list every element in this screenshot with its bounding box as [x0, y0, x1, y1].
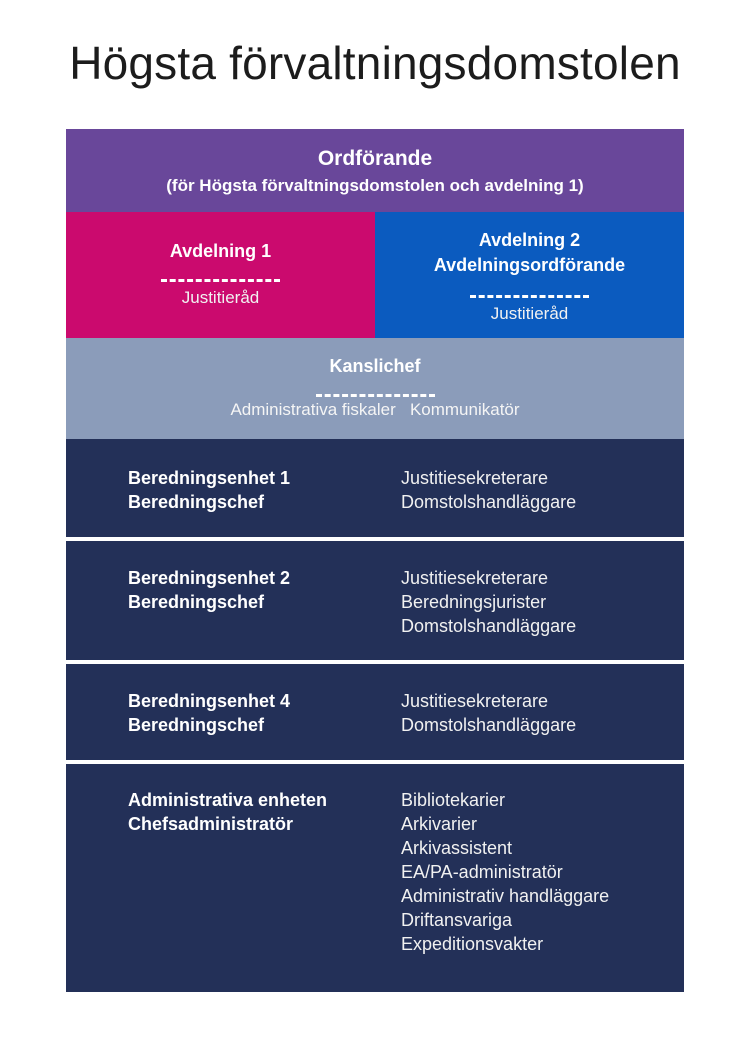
unit-box [66, 439, 684, 537]
unit-role: Justitiesekreterare [401, 468, 549, 488]
chair-title: Ordförande [317, 147, 433, 170]
unit-role: Expeditionsvakter [401, 934, 544, 954]
division-1-name: Avdelning 1 [169, 241, 272, 261]
unit-name: Administrativa enheten [128, 790, 328, 810]
unit-box [66, 764, 684, 992]
office-box [66, 338, 684, 439]
unit-role: Arkivarier [401, 814, 478, 834]
unit-name: Beredningsenhet 2 [128, 568, 291, 588]
divider-dashes [66, 269, 375, 287]
unit-box [66, 541, 684, 660]
unit-role: Domstolshandläggare [401, 715, 577, 735]
unit-role: Driftansvariga [401, 910, 513, 930]
unit-box [66, 664, 684, 760]
chair-box [66, 129, 684, 212]
unit-role: Domstolshandläggare [401, 492, 577, 512]
unit-name: Beredningsenhet 4 [128, 691, 291, 711]
unit-role: Administrativ handläggare [401, 886, 610, 906]
office-head: Kanslichef [329, 356, 421, 376]
unit-head: Chefsadministratör [128, 814, 294, 834]
divider-dashes [375, 285, 684, 303]
unit-head: Beredningschef [128, 592, 265, 612]
division-1-box [66, 212, 375, 338]
division-1-role: Justitieråd [181, 288, 260, 307]
unit-head: Beredningschef [128, 715, 265, 735]
division-2-head: Avdelningsordförande [433, 255, 626, 275]
office-roles [66, 400, 684, 420]
unit-role: Bibliotekarier [401, 790, 506, 810]
unit-role: Beredningsjurister [401, 592, 547, 612]
unit-role: Justitiesekreterare [401, 691, 549, 711]
unit-head: Beredningschef [128, 492, 265, 512]
division-2-name: Avdelning 2 [478, 230, 581, 250]
unit-role: Justitiesekreterare [401, 568, 549, 588]
division-2-box [375, 212, 684, 338]
division-2-role: Justitieråd [490, 304, 569, 323]
unit-role: EA/PA-administratör [401, 862, 563, 882]
page-title: Högsta förvaltningsdomstolen [69, 37, 681, 89]
unit-role: Domstolshandläggare [401, 616, 577, 636]
chair-subtitle: (för Högsta förvaltningsdomstolen och avdelning 1) [166, 176, 584, 195]
office-role-fiskaler: Administrativa fiskaler [230, 400, 396, 419]
unit-name: Beredningsenhet 1 [128, 468, 291, 488]
office-role-kommunikator: Kommunikatör [409, 400, 520, 419]
unit-role: Arkivassistent [401, 838, 513, 858]
